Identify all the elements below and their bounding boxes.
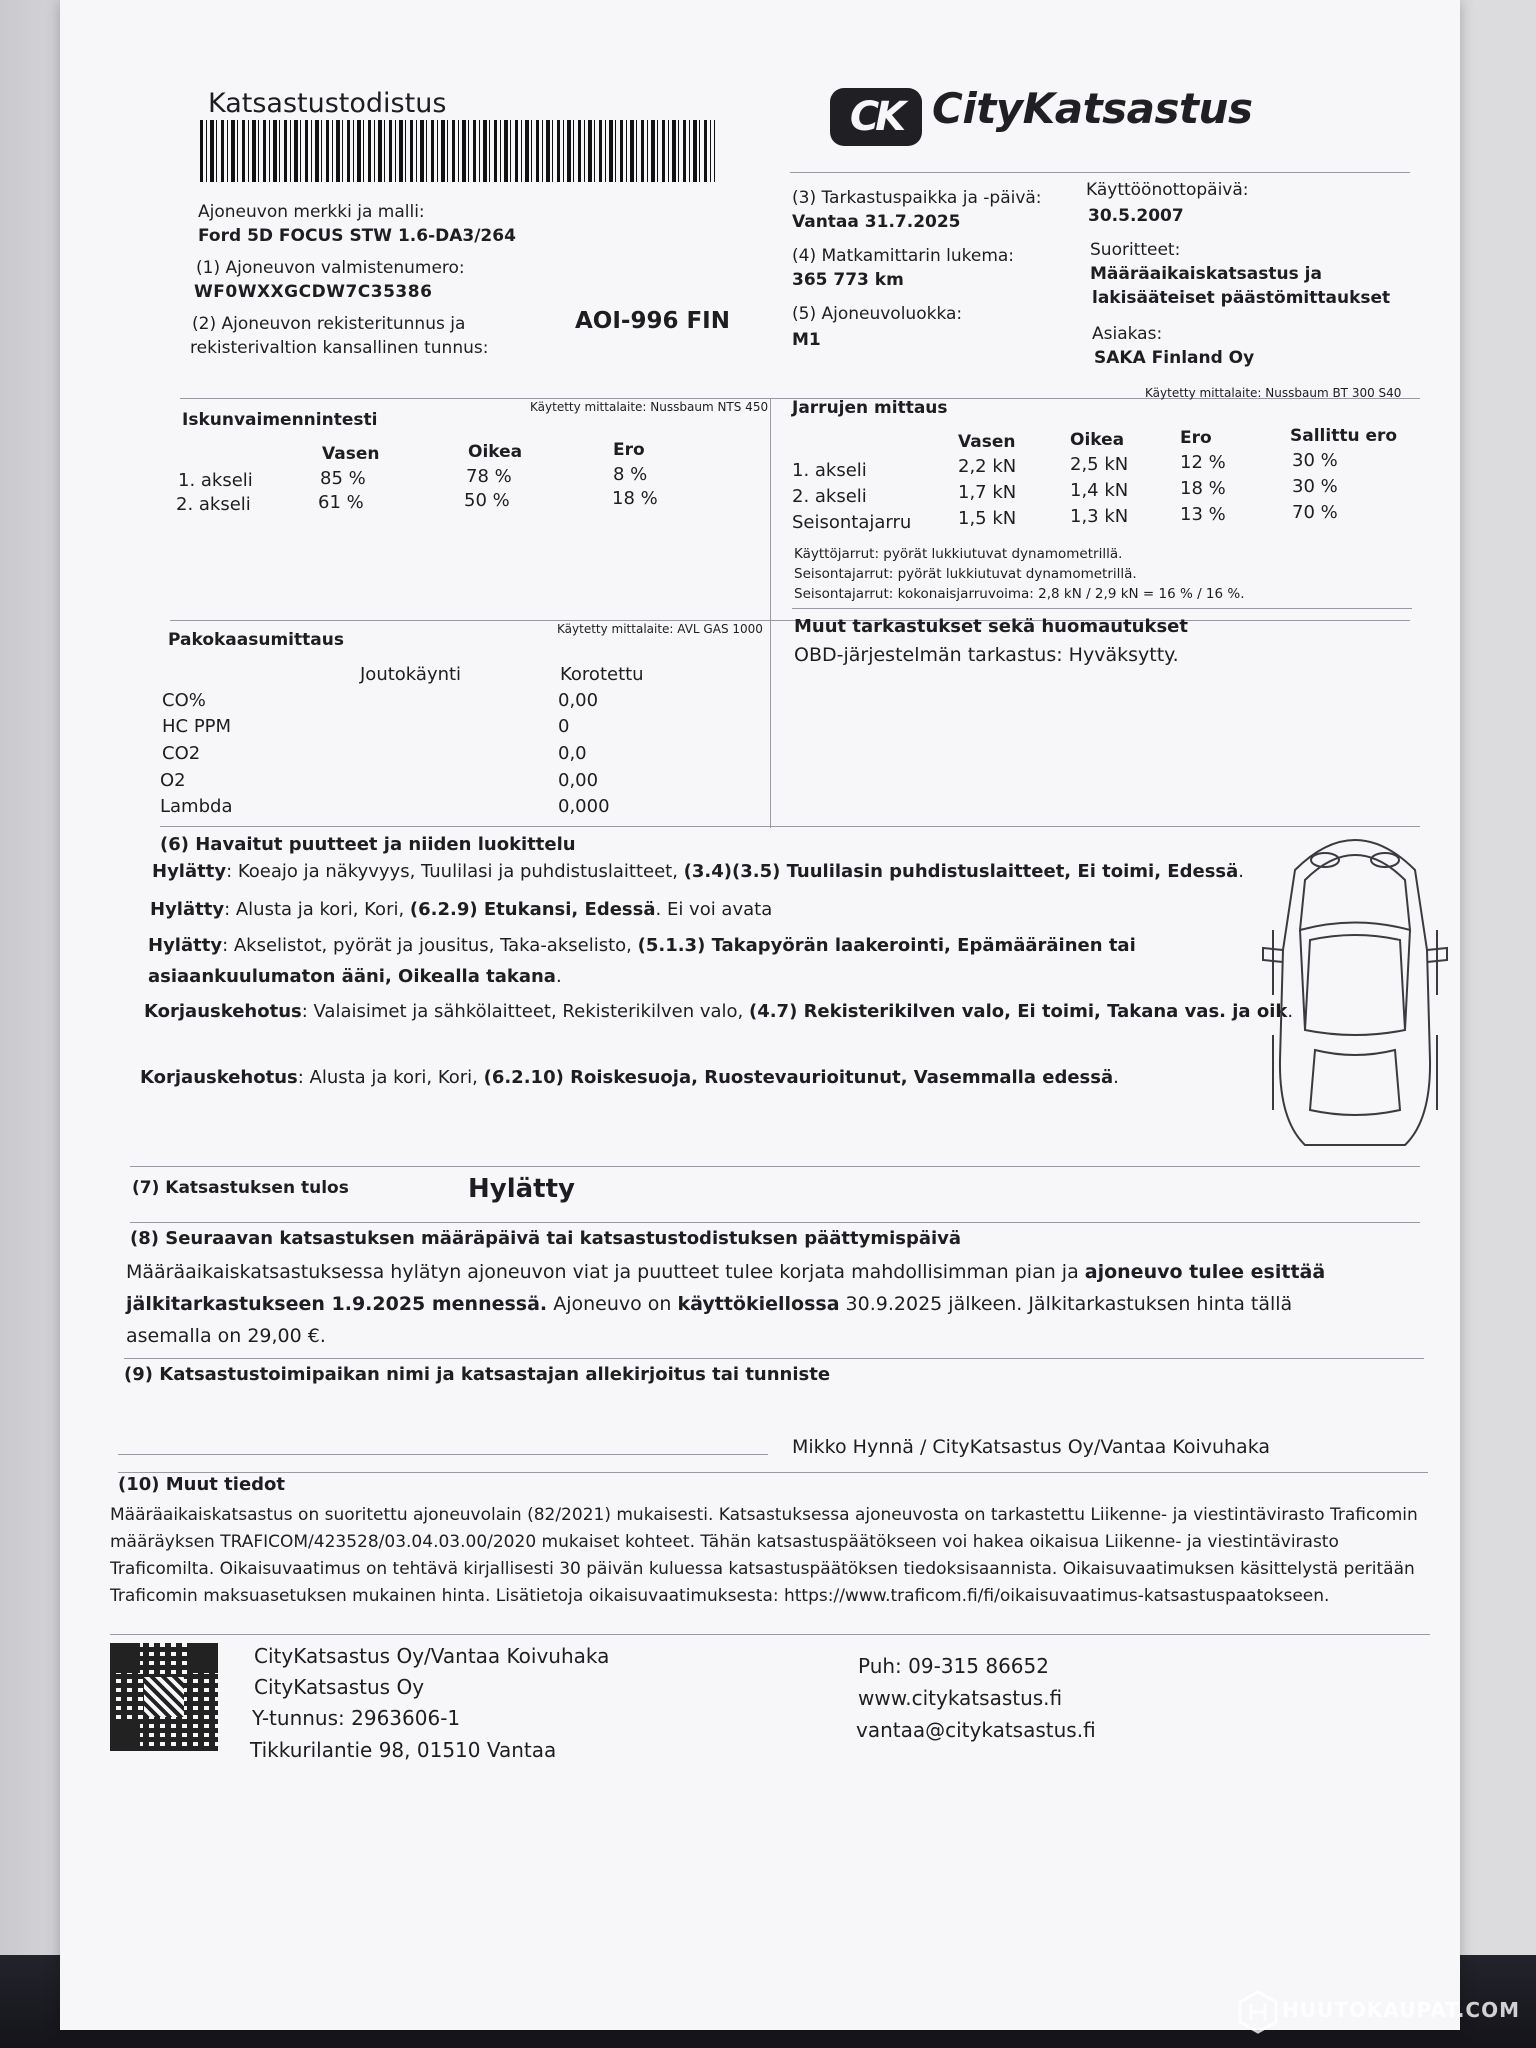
- defect-item: [148, 930, 1148, 992]
- footer-company: Y-tunnus: 2963606-1: [252, 1706, 461, 1730]
- next-title: (8) Seuraavan katsastuksen määräpäivä tai katsastustodistuksen päättymispäivä: [130, 1228, 962, 1249]
- watermark-logo-icon: [1238, 1990, 1278, 2034]
- exhaust-title: Pakokaasumittaus: [168, 630, 344, 650]
- defect-tail: .: [1238, 861, 1245, 882]
- defects-title: (6) Havaitut puutteet ja niiden luokittelu: [160, 834, 576, 855]
- footer-contact: vantaa@citykatsastus.fi: [856, 1718, 1096, 1742]
- place-value: Vantaa 31.7.2025: [792, 212, 961, 232]
- divider: [124, 1358, 1424, 1359]
- footer-contact: www.citykatsastus.fi: [858, 1686, 1063, 1710]
- defect-tail: . Ei voi avata: [655, 899, 773, 920]
- brakes-title: Jarrujen mittaus: [792, 398, 948, 418]
- other-checks-title: Muut tarkastukset sekä huomautukset: [794, 616, 1188, 637]
- footer-contact: Puh: 09-315 86652: [858, 1654, 1049, 1678]
- defect-code: (6.2.9) Etukansi, Edessä: [409, 899, 656, 920]
- vin-label: (1) Ajoneuvon valmistenumero:: [196, 258, 465, 278]
- brakes-cell: 1,3 kN: [1070, 506, 1129, 527]
- divider: [170, 620, 1410, 621]
- next-text: [126, 1256, 1376, 1352]
- client-label: Asiakas:: [1092, 324, 1163, 344]
- defect-type: Korjauskehotus: [140, 1067, 298, 1088]
- next-text-part: 30.9.2025 jälkeen. Jälkitarkastuksen hinta tällä asemalla on 29,00 €.: [126, 1293, 1293, 1347]
- defect-code: (3.4)(3.5) Tuulilasin puhdistuslaitteet, Ei toimi, Edessä: [683, 861, 1239, 882]
- shock-row-label: 1. akseli: [178, 470, 253, 491]
- shock-cell: 18 %: [612, 488, 658, 509]
- brakes-cell: 70 %: [1292, 502, 1338, 523]
- exhaust-cell: 0,000: [558, 796, 610, 817]
- brakes-cell: 2,5 kN: [1070, 454, 1129, 475]
- odo-value: 365 773 km: [792, 270, 904, 290]
- defect-text: : Valaisimet ja sähkölaitteet, Rekisterikilven valo,: [301, 1001, 749, 1022]
- class-label: (5) Ajoneuvoluokka:: [792, 304, 963, 324]
- exhaust-cell: 0,00: [558, 690, 599, 711]
- make-value: Ford 5D FOCUS STW 1.6-DA3/264: [198, 226, 516, 246]
- signature-title: (9) Katsastustoimipaikan nimi ja katsastajan allekirjoitus tai tunniste: [124, 1364, 831, 1385]
- defect-code: (5.1.3) Takapyörän laakerointi, Epämääräinen tai asiaankuulumaton ääni, Oikealla takana: [148, 935, 1136, 987]
- brakes-cell: 18 %: [1180, 478, 1226, 499]
- client-value: SAKA Finland Oy: [1094, 348, 1255, 368]
- shock-header-left: Vasen: [322, 444, 380, 464]
- result-label: (7) Katsastuksen tulos: [132, 1178, 349, 1198]
- brakes-cell: 1,4 kN: [1070, 480, 1129, 501]
- exhaust-cell: 0,0: [558, 743, 587, 764]
- footer-company: CityKatsastus Oy/Vantaa Koivuhaka: [254, 1644, 610, 1668]
- defect-item: [150, 896, 1150, 924]
- brakes-note: Käyttöjarrut: pyörät lukkiutuvat dynamometrillä.: [794, 546, 1123, 562]
- intro-date-value: 30.5.2007: [1088, 206, 1184, 226]
- shock-cell: 8 %: [613, 464, 648, 485]
- inspection-certificate: [60, 0, 1460, 2030]
- brakes-cell: 1,5 kN: [958, 508, 1017, 529]
- result-value: Hylätty: [468, 1174, 575, 1204]
- defect-tail: .: [555, 966, 562, 987]
- brakes-row-label: 1. akseli: [792, 460, 867, 481]
- exhaust-row-label: CO2: [162, 743, 201, 764]
- performed-label: Suoritteet:: [1090, 240, 1181, 260]
- brakes-header-diff: Ero: [1180, 428, 1212, 448]
- brakes-row-label: Seisontajarru: [792, 512, 912, 533]
- brakes-row-label: 2. akseli: [792, 486, 867, 507]
- defect-item: [144, 996, 1324, 1027]
- footer-company: Tikkurilantie 98, 01510 Vantaa: [250, 1738, 557, 1762]
- defect-type: Hylätty: [152, 861, 227, 882]
- shock-cell: 50 %: [464, 490, 510, 511]
- shock-header-right: Oikea: [468, 442, 523, 462]
- performed-value-2: lakisääteiset päästömittaukset: [1092, 288, 1391, 308]
- defect-type: Korjauskehotus: [144, 1001, 302, 1022]
- divider: [770, 398, 771, 828]
- brakes-note: Seisontajarrut: pyörät lukkiutuvat dynamometrillä.: [794, 566, 1137, 582]
- exhaust-cell: 0,00: [558, 770, 599, 791]
- performed-value-1: Määräaikaiskatsastus ja: [1090, 264, 1322, 284]
- defect-tail: .: [1287, 1001, 1294, 1022]
- other-checks-text: OBD-järjestelmän tarkastus: Hyväksytty.: [794, 644, 1179, 666]
- exhaust-row-label: CO%: [162, 690, 206, 711]
- shock-cell: 61 %: [318, 492, 364, 513]
- barcode: [200, 120, 715, 182]
- defect-code: (6.2.10) Roiskesuoja, Ruostevaurioitunut, Vasemmalla edessä: [483, 1067, 1114, 1088]
- footer-company: CityKatsastus Oy: [254, 1675, 425, 1699]
- exhaust-cell: 0: [558, 716, 570, 737]
- exhaust-header-raised: Korotettu: [560, 664, 644, 685]
- reg-label-1: (2) Ajoneuvon rekisteritunnus ja: [192, 314, 466, 334]
- intro-date-label: Käyttöönottopäivä:: [1086, 180, 1249, 200]
- divider: [118, 1472, 1428, 1473]
- exhaust-device: Käytetty mittalaite: AVL GAS 1000: [557, 622, 763, 636]
- brand-logo-icon: CK: [830, 88, 922, 146]
- defect-text: : Alusta ja kori, Kori,: [297, 1067, 484, 1088]
- shock-header-diff: Ero: [613, 440, 645, 460]
- brakes-cell: 2,2 kN: [958, 456, 1017, 477]
- shock-title: Iskunvaimennintesti: [182, 410, 378, 430]
- defect-text: : Alusta ja kori, Kori,: [224, 899, 410, 920]
- watermark-text: HUUTOKAUPAT.COM: [1282, 1998, 1520, 2022]
- divider: [160, 826, 1420, 827]
- exhaust-header-idle: Joutokäynti: [360, 664, 462, 685]
- exhaust-row-label: Lambda: [160, 796, 233, 817]
- other-info-text: Määräaikaiskatsastus on suoritettu ajoneuvolain (82/2021) mukaisesti. Katsastuksessa ajoneuvosta on tarkastettu Liikenne- ja viestintävirasto Traficomin määräyksen TRAFICOM/423528/03.04.03.00/2020 mukaiset kohteet. Tähän katsastuspäätökseen voi hakea oikaisua Liikenne- ja viestintävirasto Traficomilta. Oikaisuvaatimus on tehtävä kirjallisesti 30 päivän kuluessa katsastuspäätöksen tiedoksisaannista. Oikaisuvaatimuksen käsittelystä peritään Traficomin maksuasetuksen mukainen hinta. Lisätietoja oikaisuvaatimuksesta: https://www.traficom.fi/fi/oikaisuvaatimus-katsastuspaatokseen.: [110, 1505, 1418, 1606]
- car-diagram-icon: [1255, 820, 1455, 1160]
- brakes-header-left: Vasen: [958, 432, 1016, 452]
- brakes-cell: 1,7 kN: [958, 482, 1017, 503]
- reg-value: AOI-996 FIN: [575, 308, 730, 334]
- defect-item: [140, 1064, 1260, 1092]
- brakes-cell: 13 %: [1180, 504, 1226, 525]
- qr-code-icon: [110, 1643, 218, 1751]
- brakes-note: Seisontajarrut: kokonaisjarruvoima: 2,8 kN / 2,9 kN = 16 % / 16 %.: [794, 586, 1245, 602]
- shock-row-label: 2. akseli: [176, 494, 251, 515]
- shock-cell: 85 %: [320, 468, 366, 489]
- exhaust-row-label: O2: [160, 770, 186, 791]
- next-text-bold: ajoneuvo tulee esittää jälkitarkastukseen 1.9.2025 mennessä.: [126, 1261, 1326, 1315]
- class-value: M1: [792, 330, 821, 350]
- divider: [792, 608, 1412, 609]
- brand-name: CityKatsastus: [932, 84, 1253, 133]
- defect-code: (4.7) Rekisterikilven valo, Ei toimi, Takana vas. ja oik: [748, 1001, 1288, 1022]
- defect-tail: .: [1113, 1067, 1119, 1088]
- next-text-part: Määräaikaiskatsastuksessa hylätyn ajoneuvon viat ja puutteet tulee korjata mahdollisimman pian ja: [126, 1261, 1085, 1283]
- divider: [790, 172, 1410, 173]
- shock-cell: 78 %: [466, 466, 512, 487]
- reg-label-2: rekisterivaltion kansallinen tunnus:: [190, 338, 489, 358]
- signature-line: [118, 1454, 768, 1455]
- next-text-part: Ajoneuvo on: [547, 1293, 678, 1315]
- defect-text: : Akselistot, pyörät ja jousitus, Taka-akselisto,: [222, 935, 638, 956]
- brakes-device: Käytetty mittalaite: Nussbaum BT 300 S40: [1145, 386, 1402, 400]
- next-text-bold: käyttökiellossa: [677, 1293, 840, 1315]
- exhaust-row-label: HC PPM: [162, 716, 232, 737]
- divider: [110, 1634, 1430, 1635]
- defect-text: : Koeajo ja näkyvyys, Tuulilasi ja puhdistuslaitteet,: [226, 861, 684, 882]
- brakes-header-right: Oikea: [1070, 430, 1125, 450]
- shock-device: Käytetty mittalaite: Nussbaum NTS 450: [530, 400, 769, 414]
- inspector-name: Mikko Hynnä / CityKatsastus Oy/Vantaa Koivuhaka: [792, 1436, 1271, 1458]
- make-label: Ajoneuvon merkki ja malli:: [198, 202, 425, 222]
- brakes-cell: 12 %: [1180, 452, 1226, 473]
- divider: [130, 1222, 1420, 1223]
- odo-label: (4) Matkamittarin lukema:: [792, 246, 1015, 266]
- divider: [130, 1166, 1420, 1167]
- defect-item: [152, 858, 1302, 886]
- defect-type: Hylätty: [148, 935, 223, 956]
- defect-type: Hylätty: [150, 899, 225, 920]
- qr-code-pattern: [144, 1677, 184, 1717]
- doc-title: Katsastustodistus: [208, 88, 447, 119]
- other-info-title: (10) Muut tiedot: [118, 1474, 286, 1495]
- place-label: (3) Tarkastuspaikka ja -päivä:: [792, 188, 1042, 208]
- brakes-cell: 30 %: [1292, 450, 1338, 471]
- brakes-cell: 30 %: [1292, 476, 1338, 497]
- vin-value: WF0WXXGCDW7C35386: [194, 282, 433, 302]
- brakes-header-allowed: Sallittu ero: [1290, 426, 1398, 446]
